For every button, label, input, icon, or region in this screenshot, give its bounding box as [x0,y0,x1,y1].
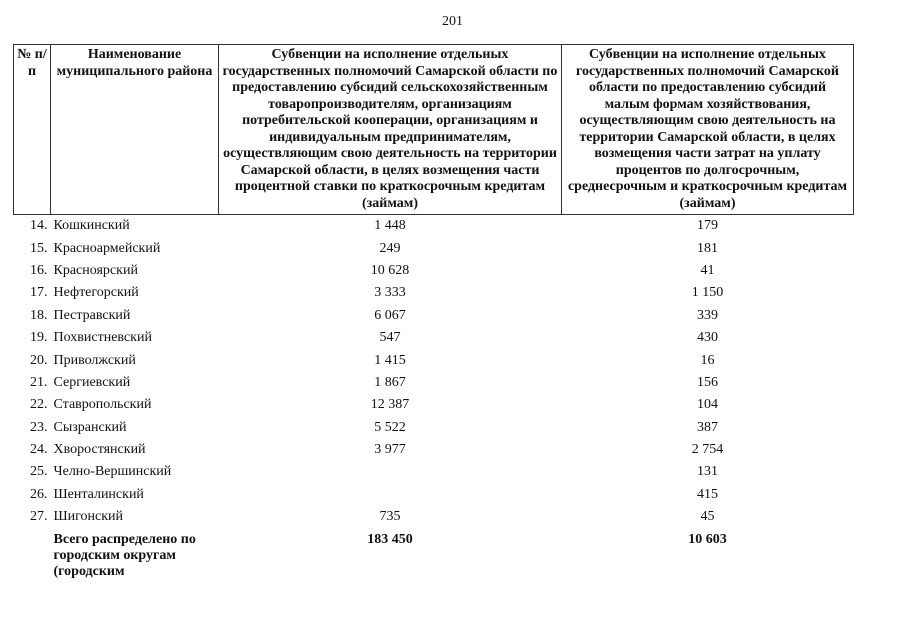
subsidy-small-business-value: 179 [697,218,718,234]
total-number-cell [14,528,51,580]
total-subsidy-small-business: 10 603 [688,532,727,548]
row-number: 16. [30,262,48,278]
header-district-name: Наименование муниципального района [51,45,219,215]
subsidy-small-business-value: 41 [700,262,715,278]
subsidy-small-business-value: 16 [700,352,715,368]
table-row [14,439,854,461]
subsidy-agricultural-value: 735 [379,509,401,525]
district-name: Ставропольский [53,397,152,413]
row-number: 25. [30,464,48,480]
subsidy-small-business-value: 1 150 [691,285,724,301]
row-number: 23. [30,419,48,435]
subsidy-agricultural-value: 10 628 [370,262,410,278]
table-row [14,282,854,304]
subsidy-small-business-value: 131 [697,464,718,480]
table-row [14,349,854,371]
table-body [14,215,854,581]
row-number: 22. [30,397,48,413]
subsidy-agricultural-value: 249 [379,240,401,256]
district-name: Красноармейский [53,240,161,256]
district-name: Пестравский [53,307,131,323]
subsidy-agricultural-value: 1 448 [374,218,406,234]
subsidy-small-business-value: 415 [697,486,718,502]
table-row [14,260,854,282]
table-row [14,394,854,416]
subsidy-small-business-value: 181 [697,240,718,256]
table-row [14,372,854,394]
district-name: Шенталинский [53,486,144,502]
district-name: Нефтегорский [53,285,139,301]
row-number: 19. [30,330,48,346]
subsidy-small-business-value: 104 [697,397,718,413]
table-row [14,305,854,327]
subsidy-small-business-value: 45 [700,509,715,525]
table-row [14,327,854,349]
subsidy-table [13,44,854,580]
subsidy-agricultural-value: 6 067 [374,307,406,323]
row-number: 26. [30,486,48,502]
district-name: Кошкинский [53,218,130,234]
header-subsidy-agricultural: Субвенции на исполнение отдельных государственных полномочий Самарской области по предоставлению субсидий сельскохозяйственным товаропроизводителям, организациям потребительской кооперации, организациям и индивидуальным предпринимателям, осуществляющим свою деятельность на территории Самарской области, в целях возмещения части процентной ставки по краткосрочным кредитам (займам) [219,45,562,215]
table-row [14,215,854,238]
subsidy-small-business-value: 2 754 [691,442,724,458]
subsidy-agricultural-value: 547 [379,330,401,346]
row-number: 18. [30,307,48,323]
table-row [14,461,854,483]
district-name: Приволжский [53,352,136,368]
district-name: Сергиевский [53,374,131,390]
district-name: Челно-Вершинский [53,464,172,480]
total-label: Всего распределено по городским округам (городским [53,532,196,580]
row-number: 17. [30,285,48,301]
subsidy-agricultural-value [219,461,562,483]
row-number: 14. [30,218,48,234]
district-name: Сызранский [53,419,127,435]
row-number: 27. [30,509,48,525]
district-name: Хворостянский [53,442,146,458]
page-number: 201 [442,14,463,29]
district-name: Похвистневский [53,330,152,346]
table-row [14,417,854,439]
row-number: 15. [30,240,48,256]
subsidy-agricultural-value: 5 522 [374,419,406,435]
row-number: 24. [30,442,48,458]
header-subsidy-small-business: Субвенции на исполнение отдельных государственных полномочий Самарской области по предоставлению субсидий малым формам хозяйствования, осуществляющим свою деятельность на территории Самарской области, в целях возмещения части затрат на уплату процентов по долгосрочным, среднесрочным и краткосрочным кредитам (займам) [562,45,854,215]
subsidy-agricultural-value: 1 867 [374,374,406,390]
subsidy-small-business-value: 339 [697,307,718,323]
row-number: 21. [30,374,48,390]
district-name: Шигонский [53,509,124,525]
subsidy-agricultural-value: 12 387 [370,397,410,413]
table-row [14,237,854,259]
row-number: 20. [30,352,48,368]
subsidy-agricultural-value [219,484,562,506]
total-subsidy-agricultural: 183 450 [367,532,413,548]
subsidy-agricultural-value: 3 977 [374,442,406,458]
subsidy-agricultural-value: 1 415 [374,352,406,368]
subsidy-small-business-value: 156 [697,374,718,390]
subsidy-small-business-value: 387 [697,419,718,435]
table-header-row [14,45,854,215]
total-row [14,528,854,580]
subsidy-small-business-value: 430 [697,330,718,346]
table-row [14,484,854,506]
subsidy-agricultural-value: 3 333 [374,285,406,301]
district-name: Красноярский [53,262,138,278]
table-row [14,506,854,528]
header-number: № п/п [14,45,51,215]
